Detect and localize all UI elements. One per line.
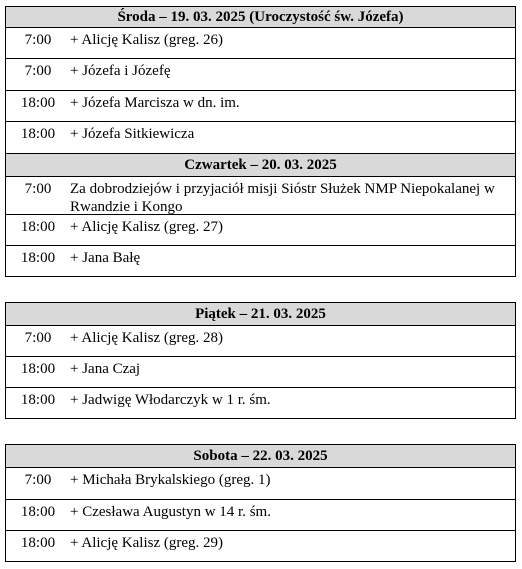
mass-time: 7:00 xyxy=(24,32,52,48)
table-row xyxy=(6,500,515,531)
day-header-thursday: Czwartek – 20. 03. 2025 xyxy=(6,154,515,177)
table-row xyxy=(6,246,515,277)
day-header-wednesday: Środa – 19. 03. 2025 (Uroczystość św. Józefa) xyxy=(6,7,515,28)
table-row xyxy=(6,59,515,91)
mass-time: 7:00 xyxy=(24,330,52,346)
mass-intention: + Jana Bałę xyxy=(70,250,141,266)
mass-intention: + Czesława Augustyn w 14 r. śm. xyxy=(70,504,271,520)
mass-intention: + Alicję Kalisz (greg. 26) xyxy=(70,32,223,48)
table-row xyxy=(6,91,515,122)
schedule-table-friday xyxy=(5,302,516,419)
mass-time: 7:00 xyxy=(24,63,52,79)
table-row xyxy=(6,531,515,562)
mass-intention: Za dobrodziejów i przyjaciół misji Sióstr Służek NMP Niepokalanej w Rwandzie i Kongo xyxy=(70,181,495,215)
mass-intention: + Michała Brykalskiego (greg. 1) xyxy=(70,472,271,488)
mass-time: 18:00 xyxy=(20,392,56,408)
table-row xyxy=(6,326,515,357)
mass-time: 18:00 xyxy=(20,361,56,377)
table-row xyxy=(6,468,515,500)
mass-time: 18:00 xyxy=(20,535,56,551)
mass-intention: + Alicję Kalisz (greg. 27) xyxy=(70,219,223,235)
day-header-friday: Piątek – 21. 03. 2025 xyxy=(6,303,515,326)
mass-intention: + Jana Czaj xyxy=(70,361,141,377)
mass-intention: + Józefa i Józefę xyxy=(70,63,171,79)
day-header-saturday: Sobota – 22. 03. 2025 xyxy=(6,445,515,468)
mass-time: 7:00 xyxy=(24,181,52,197)
mass-intention: + Alicję Kalisz (greg. 29) xyxy=(70,535,223,551)
mass-time: 18:00 xyxy=(20,126,56,142)
table-row xyxy=(6,388,515,419)
table-row xyxy=(6,215,515,246)
mass-intention: + Józefa Sitkiewicza xyxy=(70,126,195,142)
mass-time: 18:00 xyxy=(20,219,56,235)
mass-time: 18:00 xyxy=(20,95,56,111)
mass-intention: + Alicję Kalisz (greg. 28) xyxy=(70,330,223,346)
table-row xyxy=(6,177,515,215)
table-row xyxy=(6,122,515,154)
table-row xyxy=(6,357,515,388)
mass-intention: + Jadwigę Włodarczyk w 1 r. śm. xyxy=(70,392,271,408)
table-row xyxy=(6,28,515,59)
mass-time: 7:00 xyxy=(24,472,52,488)
mass-time: 18:00 xyxy=(20,250,56,266)
schedule-table-saturday xyxy=(5,444,516,562)
schedule-table-wednesday-thursday xyxy=(5,6,516,277)
mass-time: 18:00 xyxy=(20,504,56,520)
mass-intention: + Józefa Marcisza w dn. im. xyxy=(70,95,240,111)
